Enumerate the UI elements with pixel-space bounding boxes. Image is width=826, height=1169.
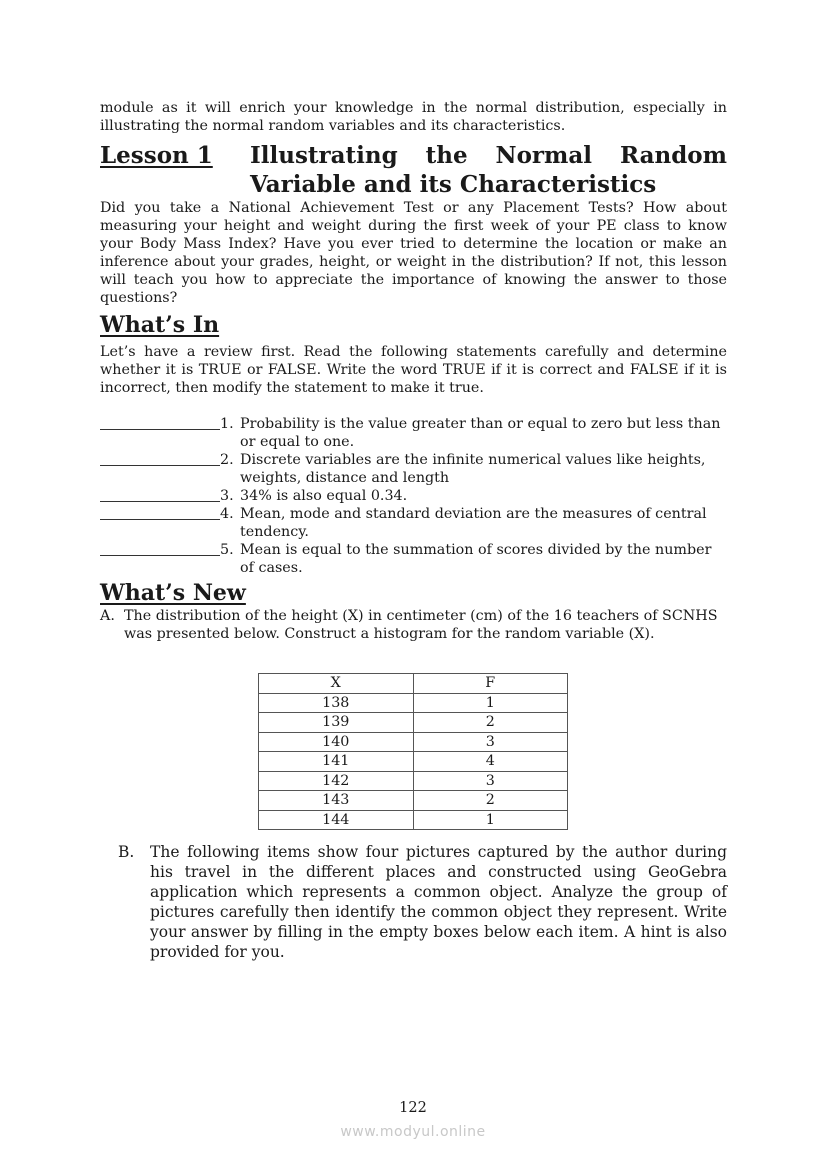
intro-paragraph: module as it will enrich your knowledge in the normal distribution, especially in illustrating the normal random variables and its characteristics. <box>100 100 727 134</box>
lesson-title-word: Random <box>619 142 727 169</box>
lesson-title-word: the <box>425 142 468 169</box>
cell-x: 139 <box>259 713 414 733</box>
cell-x: 144 <box>259 810 414 830</box>
table-row <box>259 771 568 791</box>
item-number: 2. <box>220 452 234 468</box>
answer-blank[interactable] <box>100 505 220 520</box>
true-false-list <box>100 415 727 577</box>
table-row <box>259 752 568 772</box>
page-number: 122 <box>399 1100 427 1116</box>
cell-f: 3 <box>413 771 568 791</box>
lesson-number: Lesson 1 <box>100 142 213 169</box>
cell-f: 2 <box>413 791 568 811</box>
part-b-label: B. <box>118 843 135 861</box>
item-number: 3. <box>220 488 234 504</box>
column-header-x: X <box>259 674 414 694</box>
item-number: 4. <box>220 506 234 522</box>
part-b <box>118 842 727 962</box>
list-item <box>100 415 727 451</box>
lesson-title-line2: Variable and its Characteristics <box>250 171 657 198</box>
cell-x: 138 <box>259 693 414 713</box>
cell-f: 1 <box>413 810 568 830</box>
table-row <box>259 693 568 713</box>
lesson-title-word: Illustrating <box>250 142 398 169</box>
document-page <box>100 99 727 962</box>
column-header-f: F <box>413 674 568 694</box>
whats-in-heading: What’s In <box>100 312 220 338</box>
whats-in-instructions: Let’s have a review first. Read the following statements carefully and determine whether it is TRUE or FALSE. Write the word TRUE if it is correct and FALSE if it is incorrect, then modify the statement to make it true. <box>100 344 727 396</box>
item-number: 1. <box>220 416 234 432</box>
list-item <box>100 451 727 487</box>
answer-blank[interactable] <box>100 541 220 556</box>
item-text: 34% is also equal 0.34. <box>240 488 408 504</box>
answer-blank[interactable] <box>100 415 220 430</box>
item-text: Discrete variables are the infinite numerical values like heights, weights, distance and length <box>240 452 706 486</box>
cell-f: 1 <box>413 693 568 713</box>
table-row <box>259 732 568 752</box>
table-row <box>259 810 568 830</box>
part-a-label: A. <box>100 608 115 624</box>
lesson-heading <box>100 141 727 199</box>
table-header-row <box>259 674 568 694</box>
part-a <box>100 607 727 643</box>
lesson-title-word: Normal <box>495 142 593 169</box>
item-text: Mean, mode and standard deviation are the measures of central tendency. <box>240 506 707 540</box>
cell-f: 4 <box>413 752 568 772</box>
cell-x: 141 <box>259 752 414 772</box>
table-row <box>259 791 568 811</box>
table-row <box>259 713 568 733</box>
list-item <box>100 541 727 577</box>
list-item <box>100 487 727 505</box>
watermark: www.modyul.online <box>340 1124 486 1140</box>
item-text: Probability is the value greater than or equal to zero but less than or equal to one. <box>240 416 721 450</box>
list-item <box>100 505 727 541</box>
cell-f: 2 <box>413 713 568 733</box>
cell-x: 143 <box>259 791 414 811</box>
cell-x: 140 <box>259 732 414 752</box>
item-number: 5. <box>220 542 234 558</box>
cell-x: 142 <box>259 771 414 791</box>
item-text: Mean is equal to the summation of scores divided by the number of cases. <box>240 542 712 576</box>
frequency-table <box>258 673 568 830</box>
cell-f: 3 <box>413 732 568 752</box>
part-b-text: The following items show four pictures captured by the author during his travel in the different places and constructed using GeoGebra application which represents a common object. Analyze the group of pictures carefully then identify the common object they represent. Write your answer by filling in the empty boxes below each item. A hint is also provided for you. <box>150 843 727 961</box>
answer-blank[interactable] <box>100 487 220 502</box>
answer-blank[interactable] <box>100 451 220 466</box>
whats-new-heading: What’s New <box>100 580 246 606</box>
lesson-intro-paragraph: Did you take a National Achievement Test or any Placement Tests? How about measuring your height and weight during the first week of your PE class to know your Body Mass Index? Have you ever tried to determine the location or make an inference about your grades, height, or weight in the distribution? If not, this lesson will teach you how to appreciate the importance of knowing the answer to those questions? <box>100 200 727 306</box>
part-a-text: The distribution of the height (X) in centimeter (cm) of the 16 teachers of SCNHS was presented below. Construct a histogram for the random variable (X). <box>124 608 718 642</box>
lesson-title <box>250 141 727 199</box>
